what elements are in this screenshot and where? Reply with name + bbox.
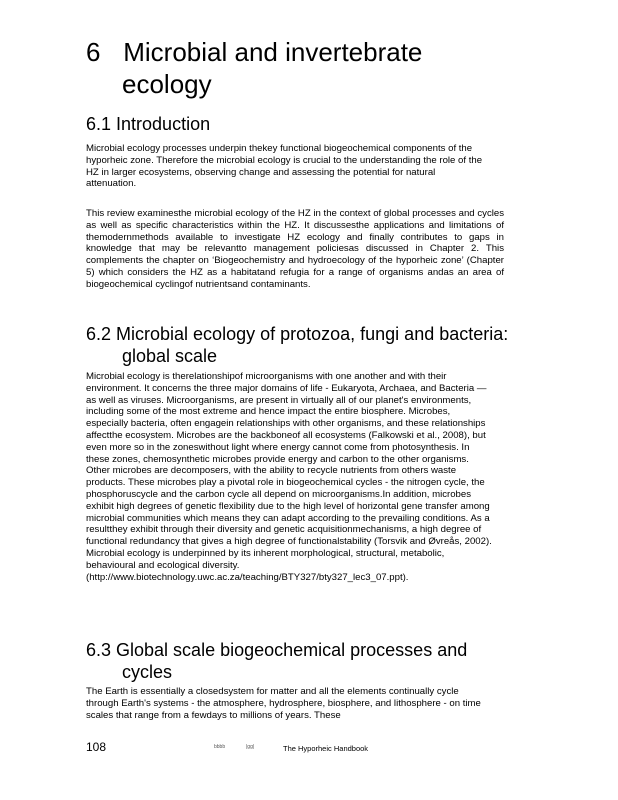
- section-6-2-heading-line2: global scale: [122, 346, 218, 366]
- page-number: 108: [86, 740, 107, 754]
- section-6-2-paragraph-1: Microbial ecology is therelationshipof microorganisms with one another and with their environment. It concerns the three major domains of life - Eukaryota, Archaea, and Bacteria — as well as viruses. Microorganisms, are present in virtually all of our planet's environments, including some of the most extreme and hence impact the entire biosphere. Microbes, especially bacteria, often engagein relationships with other organisms, and these relationships affectthe ecosystem. Microbes are the backboneof all ecosystems (Falkowski et al., 2008), but even more so in the zoneswithout light where energy cannot come from photosynthesis. In these zones, chemosynthetic microbes provide energy and carbon to the other organisms. Other microbes are decomposers, with the ability to recycle nutrients from others waste products. These microbes play a pivotal role in biogeochemical cycles - the nitrogen cycle, the phosphoruscycle and the carbon cycle all depend on microorganisms.In addition, microbes exhibit high degrees of genetic flexibility due to the high level of horizontal gene transfer among microbial communities which means they can adapt according to the prevailing conditions. As a resultthey exhibit through their diversity and genetic acquisitionmechanisms, a high degree of functional redundancy that gives a high degree of functionalstability (Torsvik and Øvreås, 2002). Microbial ecology is underpinned by its inherent morphological, structural, metabolic, behavioural and ecological diversity. (http://www.biotechnology.uwc.ac.za/teaching/BTY327/bty327_lec3_07.ppt).: [86, 371, 492, 583]
- chapter-title-line1: Microbial and invertebrate: [123, 37, 423, 67]
- section-6-2-heading-line1: 6.2 Microbial ecology of protozoa, fungi and bacteria:: [86, 324, 509, 344]
- section-6-1-paragraph-1: Microbial ecology processes underpin thekey functional biogeochemical components of the hyporheic zone. Therefore the microbial ecology is crucial to the understanding the role of the HZ in larger ecosystems, observing change and assessing the potential for natural attenuation.: [86, 143, 483, 190]
- footer-mark-1: bbbb: [214, 744, 226, 750]
- section-6-3-heading-line2: cycles: [122, 662, 173, 682]
- section-6-3-paragraph-1: The Earth is essentially a closedsystem for matter and all the elements continually cycle through Earth's systems - the atmosphere, hydrosphere, biosphere, and lithosphere - on time scales that range from a fewdays to millions of years. These: [86, 686, 481, 721]
- section-6-1-paragraph-2: This review examinesthe microbial ecology of the HZ in the context of global processes and cycles as well as specific characteristics within the HZ. It discussesthe applications and limitations of themodernmethods available to investigate HZ ecology and finally contributes to gaps in knowledge that may be relevantto management policiesas discussed in Chapter 2. This complements the chapter on ‘Biogeochemistry and hydroecology of the hyporheic zone’ (Chapter 5) which considers the HZ as a habitatand refugia for a range of organisms andas an area of biogeochemical cyclingof nutrientsand contaminants.: [86, 208, 504, 290]
- chapter-title: [86, 36, 546, 100]
- chapter-number: 6: [86, 37, 101, 67]
- book-title: The Hyporheic Handbook: [283, 744, 369, 753]
- section-6-2-heading: [86, 323, 526, 367]
- page-footer: [86, 740, 526, 756]
- chapter-title-line2: ecology: [122, 69, 212, 99]
- section-6-3-heading: [86, 639, 526, 683]
- footer-mark-2: |gg|: [246, 744, 255, 750]
- section-6-3-heading-line1: 6.3 Global scale biogeochemical processes and: [86, 640, 468, 660]
- section-6-1-heading: 6.1 Introduction: [86, 114, 211, 134]
